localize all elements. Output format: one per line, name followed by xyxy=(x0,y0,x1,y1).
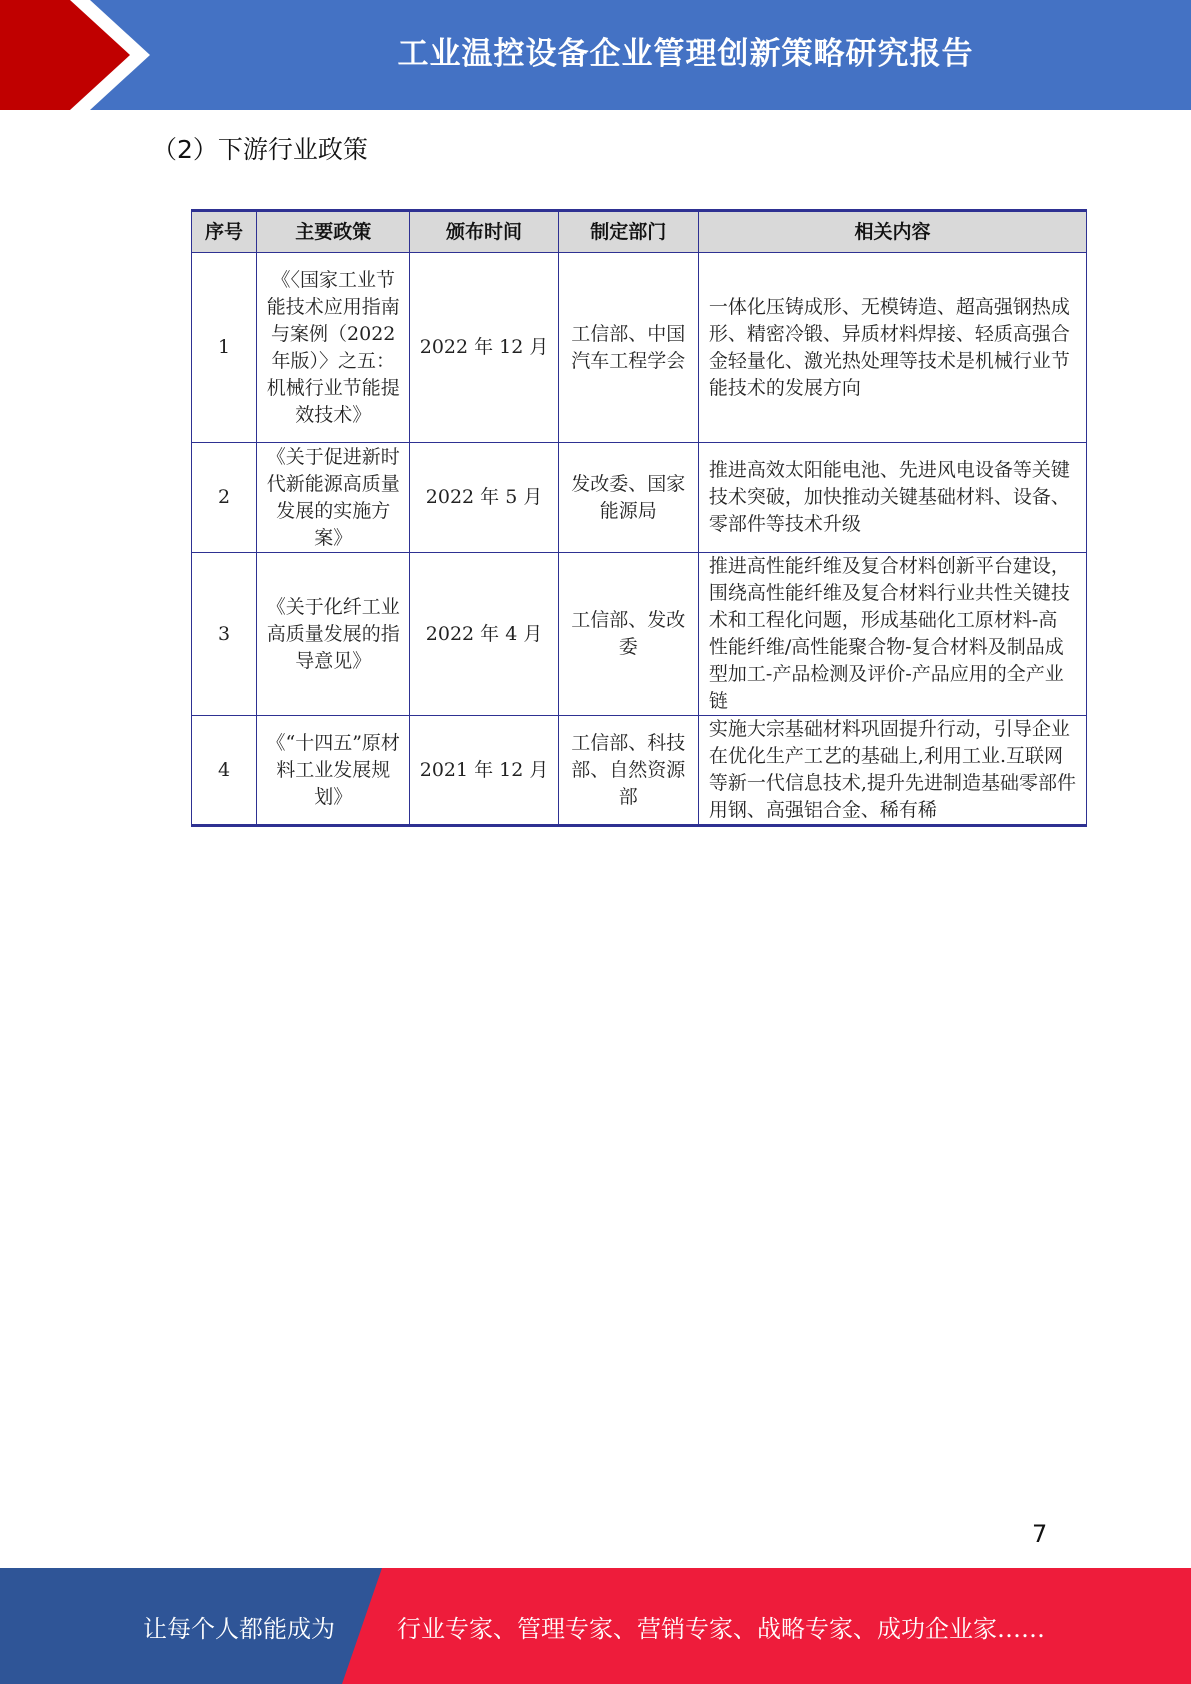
cell-dept: 工信部、科技部、自然资源部 xyxy=(558,716,698,826)
cell-content: 推进高性能纤维及复合材料创新平台建设，围绕高性能纤维及复合材料行业共性关键技术和工程化问题，形成基础化工原材料-高性能纤维/高性能聚合物-复合材料及制品成型加工-产品检测及评价-产品应用的全产业链 xyxy=(698,553,1086,716)
header-chevron-icon xyxy=(0,0,160,110)
cell-no: 3 xyxy=(192,553,257,716)
cell-dept: 工信部、中国汽车工程学会 xyxy=(558,253,698,443)
column-header-date: 颁布时间 xyxy=(410,211,558,253)
footer-slogan-right: 行业专家、管理专家、营销专家、战略专家、成功企业家…… xyxy=(397,1614,1045,1643)
column-header-content: 相关内容 xyxy=(698,211,1086,253)
cell-date: 2021 年 12 月 xyxy=(410,716,558,826)
policy-table xyxy=(191,209,1087,827)
cell-no: 2 xyxy=(192,443,257,553)
footer-slogan-left: 让每个人都能成为 xyxy=(143,1614,335,1643)
cell-no: 1 xyxy=(192,253,257,443)
page-header xyxy=(0,0,1191,110)
cell-dept: 发改委、国家能源局 xyxy=(558,443,698,553)
cell-policy: 《“十四五”原材料工业发展规划》 xyxy=(257,716,410,826)
cell-policy: 《关于促进新时代新能源高质量发展的实施方案》 xyxy=(257,443,410,553)
cell-dept: 工信部、发改委 xyxy=(558,553,698,716)
cell-content: 一体化压铸成形、无模铸造、超高强钢热成形、精密冷锻、异质材料焊接、轻质高强合金轻量化、激光热处理等技术是机械行业节能技术的发展方向 xyxy=(698,253,1086,443)
table-header-row xyxy=(192,211,1087,253)
table-row xyxy=(192,716,1087,826)
table-row xyxy=(192,443,1087,553)
page-number: 7 xyxy=(1032,1520,1048,1548)
cell-no: 4 xyxy=(192,716,257,826)
table-row xyxy=(192,253,1087,443)
cell-content: 实施大宗基础材料巩固提升行动，引导企业在优化生产工艺的基础上,利用工业.互联网等新一代信息技术,提升先进制造基础零部件用钢、高强铝合金、稀有稀 xyxy=(698,716,1086,826)
header-title: 工业温控设备企业管理创新策略研究报告 xyxy=(397,35,974,72)
cell-policy: 《关于化纤工业高质量发展的指导意见》 xyxy=(257,553,410,716)
table-row xyxy=(192,553,1087,716)
column-header-policy: 主要政策 xyxy=(257,211,410,253)
section-heading: （2）下游行业政策 xyxy=(152,135,368,164)
column-header-no: 序号 xyxy=(192,211,257,253)
page-footer xyxy=(0,1568,1191,1684)
cell-policy: 《〈国家工业节能技术应用指南与案例（2022 年版）〉之五：机械行业节能提效技术》 xyxy=(257,253,410,443)
column-header-dept: 制定部门 xyxy=(558,211,698,253)
cell-date: 2022 年 12 月 xyxy=(410,253,558,443)
cell-date: 2022 年 4 月 xyxy=(410,553,558,716)
cell-date: 2022 年 5 月 xyxy=(410,443,558,553)
cell-content: 推进高效太阳能电池、先进风电设备等关键技术突破，加快推动关键基础材料、设备、零部件等技术升级 xyxy=(698,443,1086,553)
